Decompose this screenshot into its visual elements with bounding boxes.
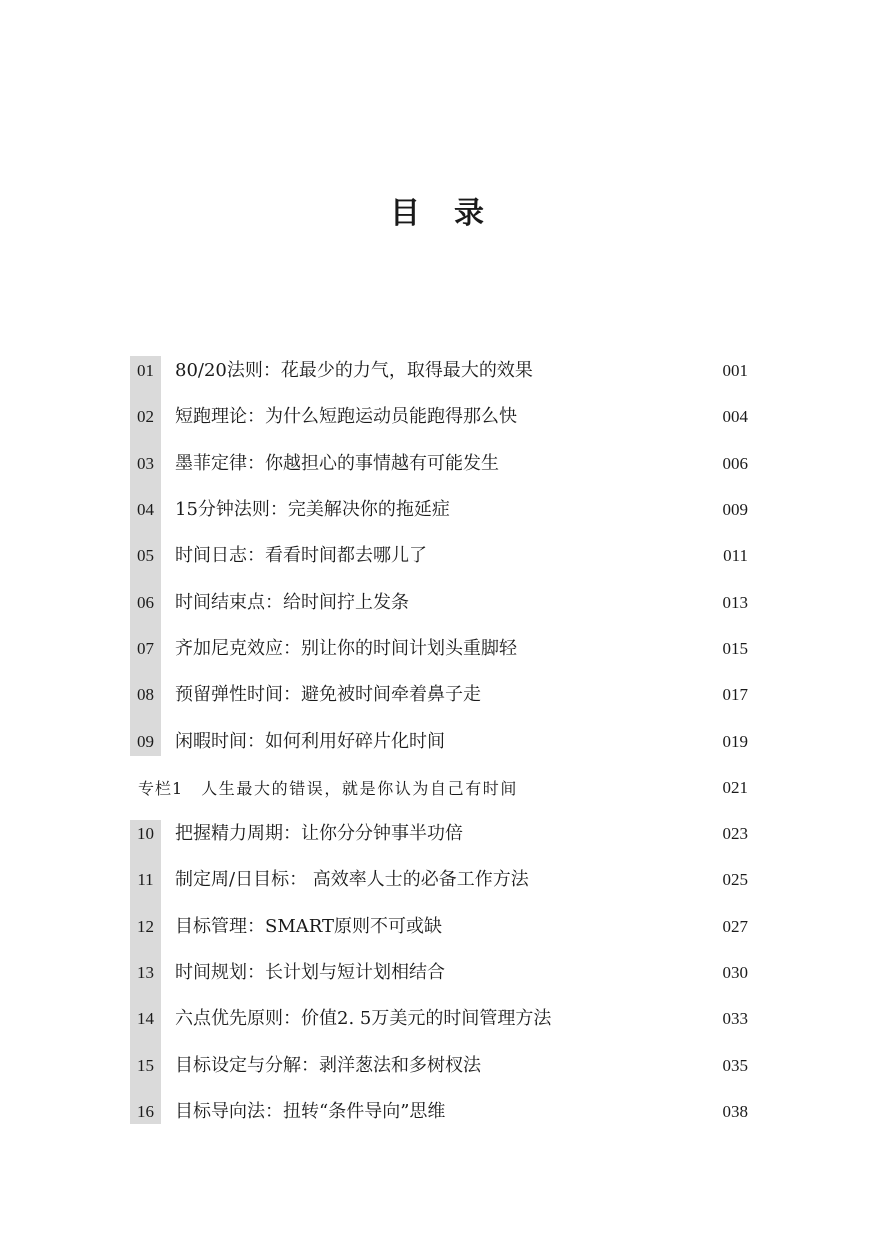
column-page-number: 021 (722, 777, 748, 797)
chapter-page-number: 038 (722, 1101, 748, 1121)
chapter-number: 10 (137, 824, 154, 844)
toc-entry[interactable] (130, 441, 750, 487)
table-of-contents (130, 348, 750, 1135)
chapter-page-number: 006 (722, 453, 748, 473)
column-entry[interactable] (130, 765, 750, 811)
chapter-title: 目标导向法：扭转“条件导向”思维 (175, 1100, 446, 1122)
toc-entry[interactable] (130, 626, 750, 672)
chapter-number: 07 (137, 638, 154, 658)
column-label: 专栏1 (138, 779, 184, 799)
column-title: 人生最大的错误，就是你认为自己有时间 (201, 779, 518, 799)
chapter-title: 目标设定与分解：剥洋葱法和多树杈法 (175, 1054, 481, 1076)
chapter-title: 预留弹性时间：避免被时间牵着鼻子走 (175, 684, 481, 706)
page-title: 目录 (390, 196, 518, 232)
chapter-number: 02 (137, 407, 154, 427)
toc-entry[interactable] (130, 1042, 750, 1088)
chapter-title: 齐加尼克效应：别让你的时间计划头重脚轻 (175, 637, 517, 659)
chapter-title: 时间结束点：给时间拧上发条 (175, 591, 409, 613)
toc-entry[interactable] (130, 348, 750, 394)
toc-entry[interactable] (130, 394, 750, 440)
chapter-page-number: 011 (723, 546, 748, 566)
chapter-number: 04 (137, 500, 154, 520)
toc-entry[interactable] (130, 904, 750, 950)
toc-entry[interactable] (130, 857, 750, 903)
chapter-page-number: 013 (722, 592, 748, 612)
chapter-title: 目标管理：SMART原则不可或缺 (175, 915, 443, 937)
chapter-number: 03 (137, 453, 154, 473)
chapter-number: 14 (137, 1009, 154, 1029)
chapter-title: 短跑理论：为什么短跑运动员能跑得那么快 (175, 406, 517, 428)
chapter-number: 15 (137, 1055, 154, 1075)
chapter-page-number: 035 (722, 1055, 748, 1075)
toc-entry[interactable] (130, 487, 750, 533)
chapter-number: 06 (137, 592, 154, 612)
chapter-title: 制定周/日目标： 高效率人士的必备工作方法 (175, 869, 529, 891)
toc-entry[interactable] (130, 718, 750, 764)
chapter-number: 12 (137, 916, 154, 936)
toc-entry[interactable] (130, 579, 750, 625)
chapter-title: 把握精力周期：让你分分钟事半功倍 (175, 823, 463, 845)
chapter-number: 08 (137, 685, 154, 705)
chapter-number: 13 (137, 963, 154, 982)
toc-entry[interactable] (130, 1089, 750, 1135)
toc-entry[interactable] (130, 533, 750, 579)
chapter-title: 时间规划：长计划与短计划相结合 (175, 962, 445, 983)
chapter-number: 16 (137, 1101, 154, 1121)
chapter-page-number: 009 (722, 500, 748, 520)
chapter-number: 09 (137, 731, 154, 751)
chapter-title: 墨菲定律：你越担心的事情越有可能发生 (175, 452, 499, 474)
chapter-page-number: 001 (722, 361, 748, 381)
chapter-number: 05 (137, 546, 154, 566)
chapter-page-number: 025 (722, 870, 748, 890)
chapter-page-number: 030 (722, 963, 748, 982)
toc-entry[interactable] (130, 811, 750, 857)
chapter-title: 15分钟法则：完美解决你的拖延症 (175, 499, 450, 521)
chapter-page-number: 027 (722, 916, 748, 936)
chapter-title: 80/20法则：花最少的力气，取得最大的效果 (175, 360, 533, 382)
chapter-page-number: 004 (722, 407, 748, 427)
toc-entry[interactable] (130, 950, 750, 996)
chapter-page-number: 019 (722, 731, 748, 751)
chapter-page-number: 023 (722, 824, 748, 844)
chapter-title: 六点优先原则：价值2. 5万美元的时间管理方法 (175, 1008, 552, 1030)
chapter-title: 闲暇时间：如何利用好碎片化时间 (175, 730, 445, 752)
chapter-page-number: 017 (722, 685, 748, 705)
toc-entry[interactable] (130, 672, 750, 718)
chapter-number: 11 (137, 870, 154, 890)
chapter-page-number: 015 (722, 638, 748, 658)
chapter-number: 01 (137, 361, 154, 381)
chapter-page-number: 033 (722, 1009, 748, 1029)
chapter-title: 时间日志：看看时间都去哪儿了 (175, 545, 427, 567)
toc-entry[interactable] (130, 996, 750, 1042)
